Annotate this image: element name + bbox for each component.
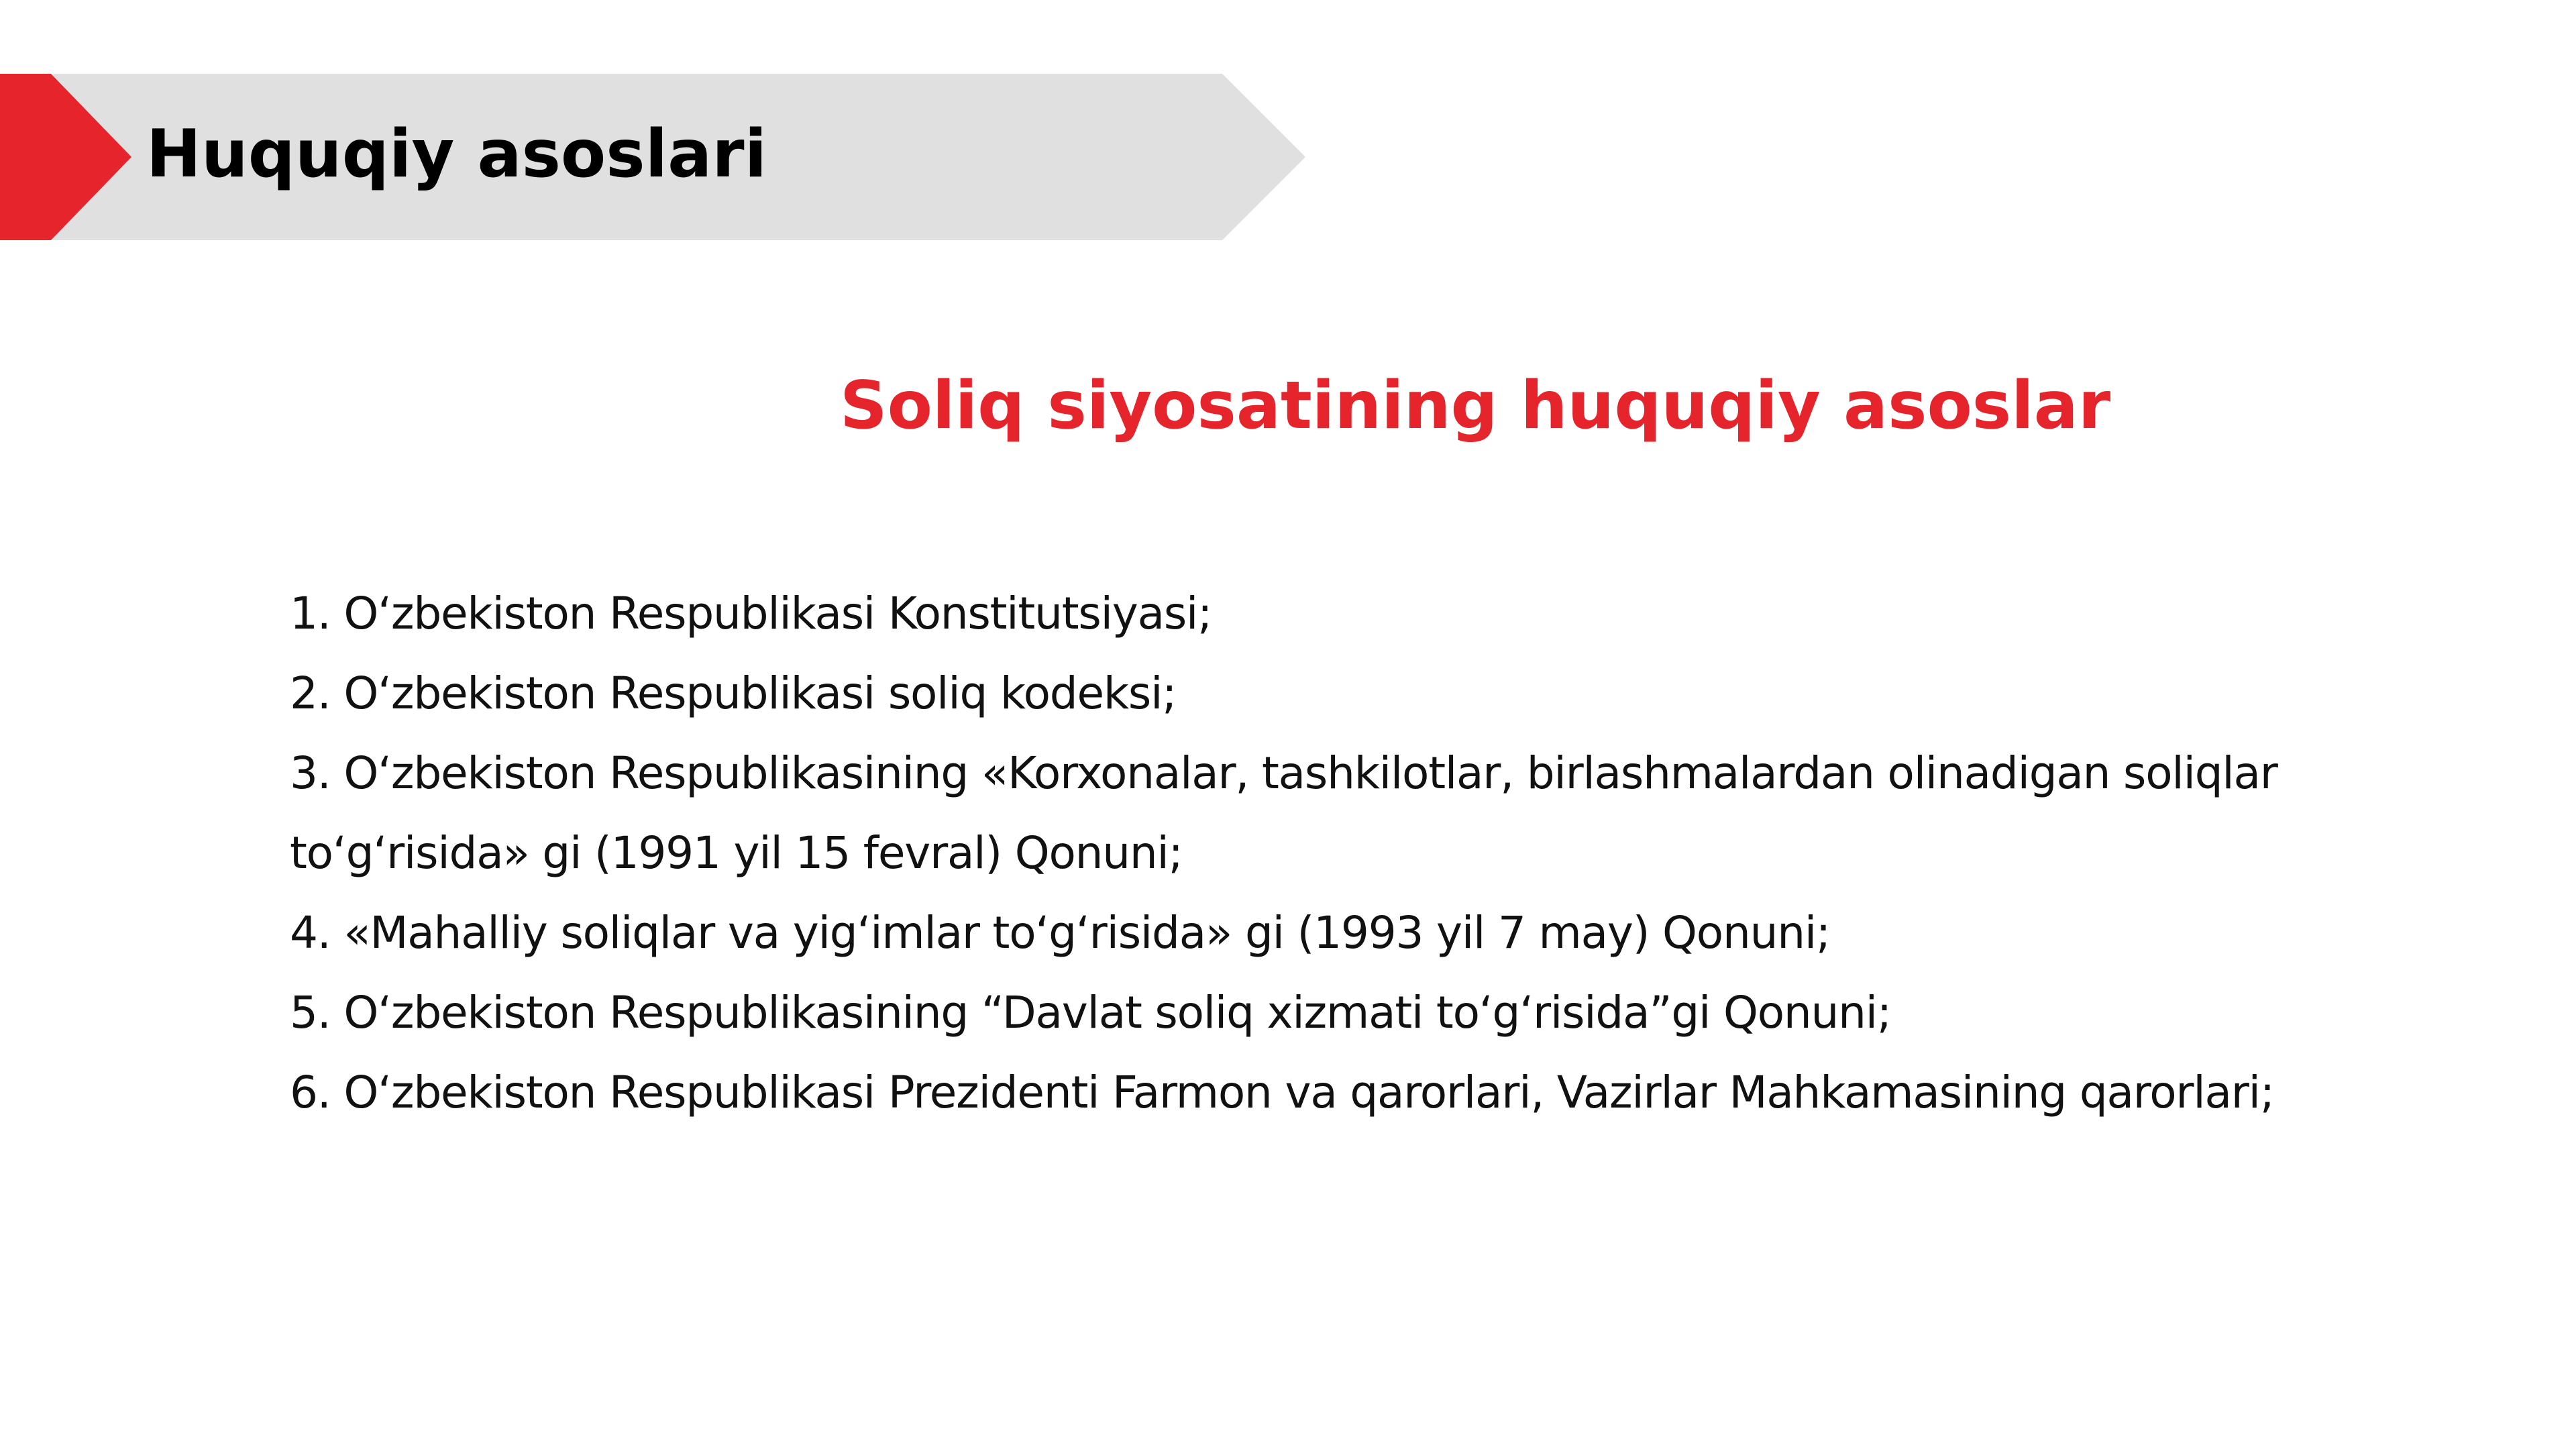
page-title: Huquqiy asoslari	[146, 116, 767, 193]
legal-basis-list	[290, 574, 2302, 1132]
list-item: 6. O‘zbekiston Respublikasi Prezidenti Farmon va qarorlari, Vazirlar Mahkamasining qarorlari;	[290, 1067, 2274, 1118]
list-item: 5. O‘zbekiston Respublikasining “Davlat soliq xizmati to‘g‘risida”gi Qonuni;	[290, 987, 1891, 1038]
list-item: 1. O‘zbekiston Respublikasi Konstitutsiyasi;	[290, 588, 1212, 639]
title-banner	[0, 0, 1315, 241]
list-item: 3. O‘zbekiston Respublikasining «Korxonalar, tashkilotlar, birlashmalardan olinadigan soliqlar to‘g‘risida» gi (1991 yil 15 fevral) Qonuni;	[290, 747, 2277, 879]
list-item: 4. «Mahalliy soliqlar va yig‘imlar to‘g‘risida» gi (1993 yil 7 may) Qonuni;	[290, 907, 1831, 959]
section-subtitle: Soliq siyosatining huquqiy asoslar	[840, 368, 2111, 444]
list-item: 2. O‘zbekiston Respublikasi soliq kodeksi;	[290, 667, 1177, 719]
